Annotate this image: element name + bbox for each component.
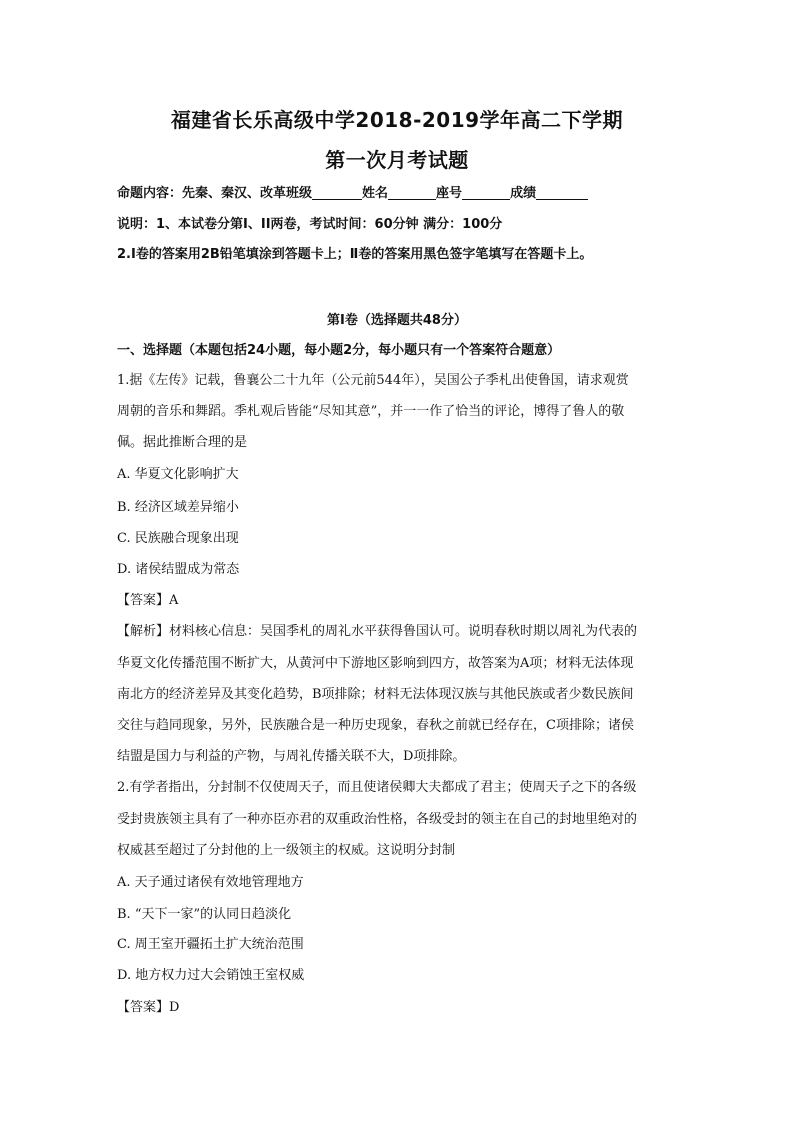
q1-analysis-line: 交往与趋同现象，另外，民族融合是一种历史现象，春秋之前就已经存在，C项排除；诸侯: [117, 718, 634, 733]
section-title: 第Ⅰ卷（选择题共48分）: [327, 313, 467, 328]
q1-option-a: A. 华夏文化影响扩大: [117, 467, 239, 482]
content-label: 命题内容：先秦、秦汉、改革: [117, 186, 287, 201]
q2-option-d: D. 地方权力过大会销蚀王室权威: [117, 968, 305, 983]
q2-option-c: C. 周王室开疆拓土扩大统治范围: [117, 937, 304, 952]
q1-stem-line: 1.据《左传》记载，鲁襄公二十九年（公元前544年），吴国公子季札出使鲁国，请求观赏: [117, 373, 629, 388]
score-label: 成绩: [510, 186, 537, 201]
seat-blank: [462, 185, 510, 200]
q2-option-a: A. 天子通过诸侯有效地管理地方: [117, 875, 304, 890]
q1-option-b: B. 经济区域差异缩小: [117, 500, 239, 515]
exam-subtitle: 第一次月考试题: [325, 148, 469, 172]
q2-stem-line: 受封贵族领主具有了一种亦臣亦君的双重政治性格，各级受封的领主在自己的封地里绝对的: [117, 812, 638, 827]
class-blank: [312, 185, 362, 200]
q1-stem-line: 周朝的音乐和舞蹈。季札观后皆能“尽知其意”，并一一作了恰当的评论，博得了鲁人的敬: [117, 404, 625, 419]
exam-info-line: [117, 184, 677, 204]
name-label: 姓名: [362, 186, 389, 201]
section-instruction: 一、选择题（本题包括24小题，每小题2分，每小题只有一个答案符合题意）: [117, 343, 561, 358]
q1-analysis-line: 华夏文化传播范围不断扩大，从黄河中下游地区影响到四方，故答案为A项；材料无法体现: [117, 656, 634, 671]
exam-note-2: 2.Ⅰ卷的答案用2B铅笔填涂到答题卡上；Ⅱ卷的答案用黑色签字笔填写在答题卡上。: [117, 247, 593, 262]
q2-stem-line: 2.有学者指出，分封制不仅使周天子，而且使诸侯卿大夫都成了君主；使周天子之下的各级: [117, 780, 637, 795]
q1-analysis-line: 南北方的经济差异及其变化趋势，B项排除；材料无法体现汉族与其他民族或者少数民族间: [117, 687, 634, 702]
class-label: 班级: [286, 186, 313, 201]
exam-note-1: 说明：1、本试卷分第Ⅰ、II两卷，考试时间：60分钟 满分：100分: [117, 217, 503, 232]
q2-option-b: B. “天下一家”的认同日趋淡化: [117, 907, 292, 922]
q1-option-c: C. 民族融合现象出现: [117, 531, 239, 546]
q2-answer: 【答案】D: [117, 1000, 180, 1015]
seat-label: 座号: [436, 186, 463, 201]
q1-stem-line: 佩。据此推断合理的是: [117, 435, 248, 450]
q2-stem-line: 权威甚至超过了分封他的上一级领主的权威。这说明分封制: [117, 843, 456, 858]
q1-option-d: D. 诸侯结盟成为常态: [117, 562, 240, 577]
name-blank: [388, 185, 436, 200]
q1-analysis-line: 结盟是国力与利益的产物，与周礼传播关联不大，D项排除。: [117, 749, 466, 764]
exam-title: 福建省长乐高级中学2018-2019学年高二下学期: [170, 108, 624, 132]
q1-analysis-line: 【解析】材料核心信息：吴国季札的周礼水平获得鲁国认可。说明春秋时期以周礼为代表的: [117, 624, 638, 639]
q1-answer: 【答案】A: [117, 593, 179, 608]
score-blank: [536, 185, 588, 200]
